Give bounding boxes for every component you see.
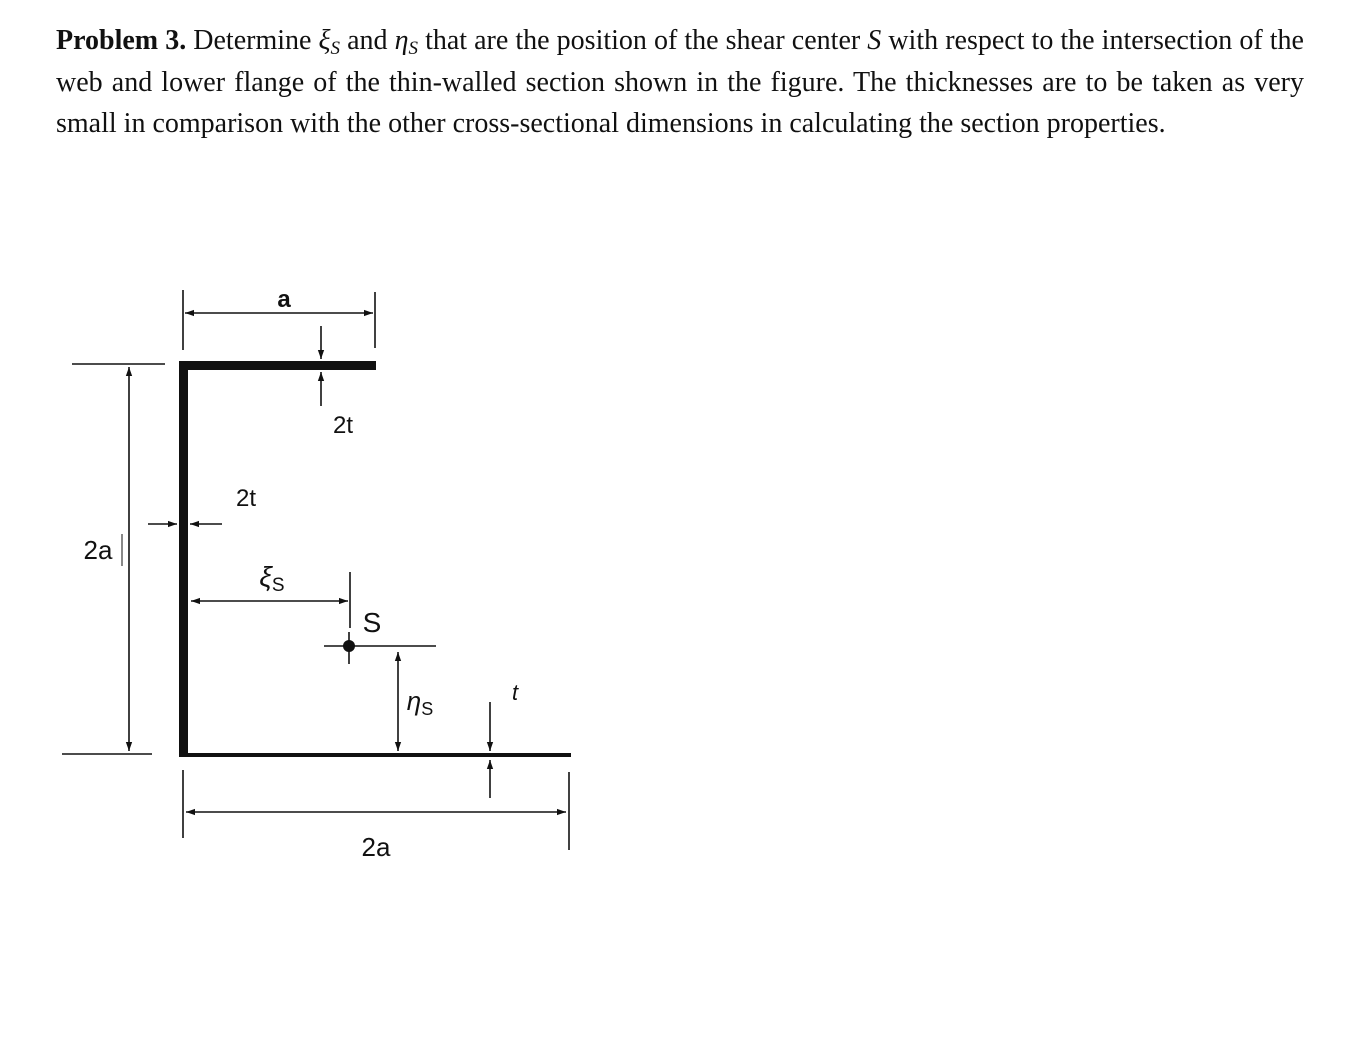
dimension-eta-s bbox=[398, 652, 433, 751]
shear-center-label: S bbox=[362, 607, 382, 638]
top-flange bbox=[179, 361, 376, 370]
bottom-flange-thickness-label: t bbox=[511, 680, 519, 705]
dimension-web-thickness bbox=[148, 485, 256, 524]
top-flange-thickness-label: 2t bbox=[332, 412, 354, 439]
xi-s-symbol: ξ bbox=[259, 561, 272, 592]
problem-label: Problem 3. bbox=[56, 25, 187, 56]
eta-s-subscript: S bbox=[421, 699, 434, 719]
eta-symbol: η bbox=[394, 25, 409, 56]
problem-text-2: and bbox=[340, 25, 395, 56]
dimension-top-flange-length bbox=[183, 286, 375, 350]
dimension-xi-s bbox=[191, 561, 350, 628]
xi-s-subscript: S bbox=[271, 575, 285, 596]
dimension-bottom-flange-thickness bbox=[490, 680, 519, 798]
problem-text-3: that are the position of the shear center bbox=[418, 25, 868, 56]
bottom-flange bbox=[179, 753, 571, 757]
web bbox=[179, 361, 188, 756]
problem-text-1: Determine bbox=[186, 25, 319, 56]
shear-center bbox=[324, 607, 436, 664]
web-height-label: 2a bbox=[83, 535, 113, 565]
eta-s-label bbox=[407, 686, 433, 719]
shear-center-symbol: S bbox=[867, 25, 882, 56]
web-thickness-label: 2t bbox=[235, 485, 257, 512]
xi-symbol: ξ bbox=[318, 25, 331, 56]
eta-subscript: S bbox=[408, 38, 418, 59]
bottom-flange-length-label: 2a bbox=[361, 832, 391, 862]
xi-s-label bbox=[259, 561, 284, 596]
top-flange-length-label: a bbox=[277, 286, 291, 313]
problem-text-4: with respect to the intersection of the web and lower flange of the thin-walled section shown in the figure. The thicknesses are to be taken as very small in comparison with the other cross-sectional dimensions in calculating the section properties. bbox=[56, 25, 1304, 139]
dimension-web-height bbox=[62, 364, 165, 754]
eta-s-symbol: η bbox=[406, 686, 422, 716]
dimension-top-flange-thickness bbox=[321, 326, 353, 439]
xi-subscript: S bbox=[330, 38, 341, 59]
dimension-bottom-flange-length bbox=[183, 770, 569, 862]
